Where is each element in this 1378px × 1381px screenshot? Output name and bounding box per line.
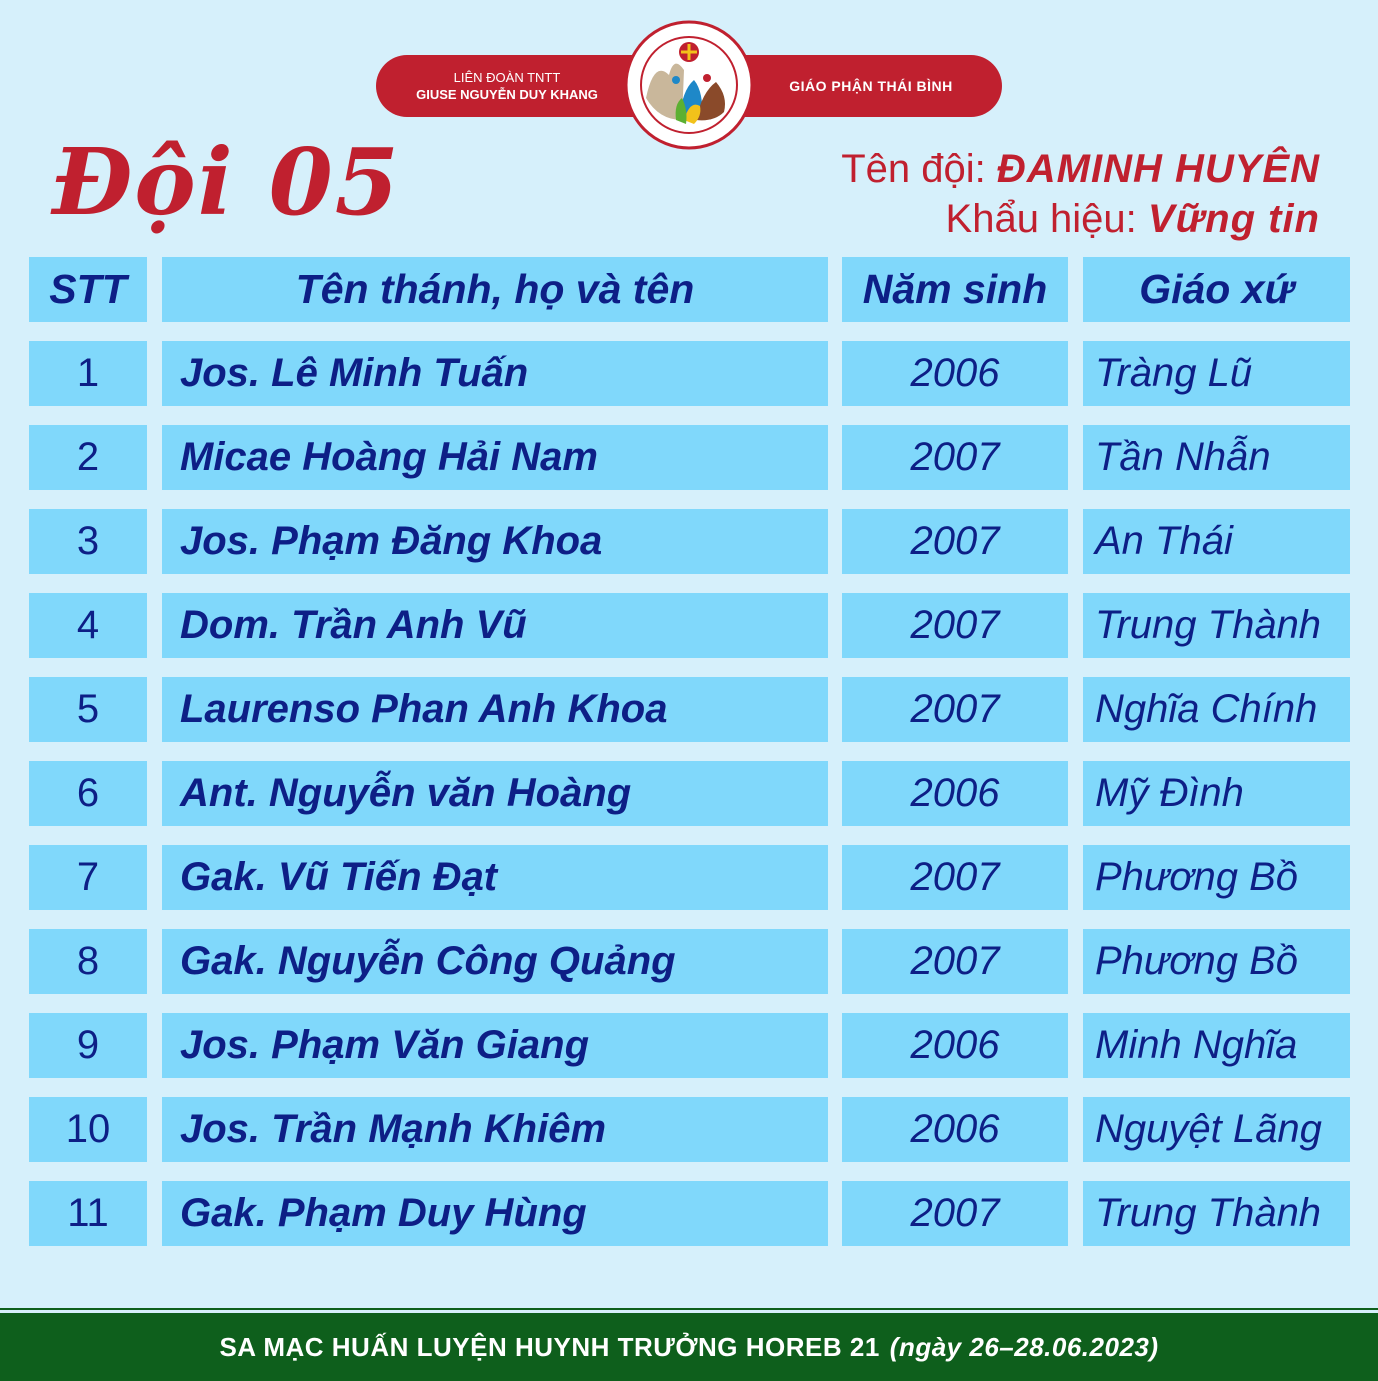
row-parish: Minh Nghĩa [1083, 1013, 1350, 1078]
row-name: Gak. Phạm Duy Hùng [162, 1181, 828, 1246]
row-stt: 5 [29, 677, 147, 742]
row-stt: 7 [29, 845, 147, 910]
row-stt: 6 [29, 761, 147, 826]
column-header-name: Tên thánh, họ và tên [162, 257, 828, 322]
team-motto-line [841, 194, 1320, 244]
row-name: Gak. Vũ Tiến Đạt [162, 845, 828, 910]
row-name: Ant. Nguyễn văn Hoàng [162, 761, 828, 826]
row-parish: Trung Thành [1083, 1181, 1350, 1246]
row-name: Gak. Nguyễn Công Quảng [162, 929, 828, 994]
diocese-name: GIÁO PHẬN THÁI BÌNH [789, 78, 953, 94]
row-parish: Mỹ Đình [1083, 761, 1350, 826]
row-birth-year: 2007 [842, 509, 1068, 574]
row-parish: Tràng Lũ [1083, 341, 1350, 406]
row-stt: 11 [29, 1181, 147, 1246]
team-motto-value: Vững tin [1147, 197, 1320, 241]
footer-event-date: (ngày 26–28.06.2023) [889, 1331, 1159, 1362]
federation-name-line1: LIÊN ĐOÀN TNTT [453, 70, 561, 85]
footer-event-title: SA MẠC HUẤN LUYỆN HUYNH TRƯỞNG HOREB 21 [219, 1331, 880, 1362]
row-birth-year: 2007 [842, 425, 1068, 490]
row-parish: Nghĩa Chính [1083, 677, 1350, 742]
footer-bar [0, 1310, 1378, 1381]
row-parish: Trung Thành [1083, 593, 1350, 658]
row-parish: Phương Bồ [1083, 929, 1350, 994]
column-header-birth-year: Năm sinh [842, 257, 1068, 322]
row-birth-year: 2006 [842, 761, 1068, 826]
row-birth-year: 2007 [842, 1181, 1068, 1246]
team-name-label: Tên đội: [841, 147, 997, 191]
team-info [841, 144, 1320, 244]
federation-name [376, 55, 638, 117]
row-birth-year: 2006 [842, 1097, 1068, 1162]
team-motto-label: Khẩu hiệu: [945, 197, 1148, 241]
row-name: Jos. Phạm Văn Giang [162, 1013, 828, 1078]
row-stt: 10 [29, 1097, 147, 1162]
row-stt: 3 [29, 509, 147, 574]
team-name-line [841, 144, 1320, 194]
row-birth-year: 2006 [842, 1013, 1068, 1078]
team-name-value: ĐAMINH HUYÊN [996, 147, 1320, 191]
row-parish: Nguyệt Lãng [1083, 1097, 1350, 1162]
row-birth-year: 2006 [842, 341, 1068, 406]
row-name: Dom. Trần Anh Vũ [162, 593, 828, 658]
row-stt: 8 [29, 929, 147, 994]
row-parish: An Thái [1083, 509, 1350, 574]
row-name: Laurenso Phan Anh Khoa [162, 677, 828, 742]
federation-name-line2: GIUSE NGUYỄN DUY KHANG [416, 87, 598, 102]
column-header-stt: STT [29, 257, 147, 322]
row-stt: 4 [29, 593, 147, 658]
row-parish: Phương Bồ [1083, 845, 1350, 910]
row-stt: 1 [29, 341, 147, 406]
row-stt: 9 [29, 1013, 147, 1078]
row-birth-year: 2007 [842, 845, 1068, 910]
diocese-seal-icon [624, 20, 754, 150]
row-parish: Tần Nhẫn [1083, 425, 1350, 490]
column-header-parish: Giáo xứ [1083, 257, 1350, 322]
row-birth-year: 2007 [842, 677, 1068, 742]
row-name: Jos. Trần Mạnh Khiêm [162, 1097, 828, 1162]
row-birth-year: 2007 [842, 929, 1068, 994]
team-number-title: Đội 05 [52, 128, 401, 236]
row-name: Micae Hoàng Hải Nam [162, 425, 828, 490]
row-birth-year: 2007 [842, 593, 1068, 658]
row-stt: 2 [29, 425, 147, 490]
row-name: Jos. Phạm Đăng Khoa [162, 509, 828, 574]
row-name: Jos. Lê Minh Tuấn [162, 341, 828, 406]
